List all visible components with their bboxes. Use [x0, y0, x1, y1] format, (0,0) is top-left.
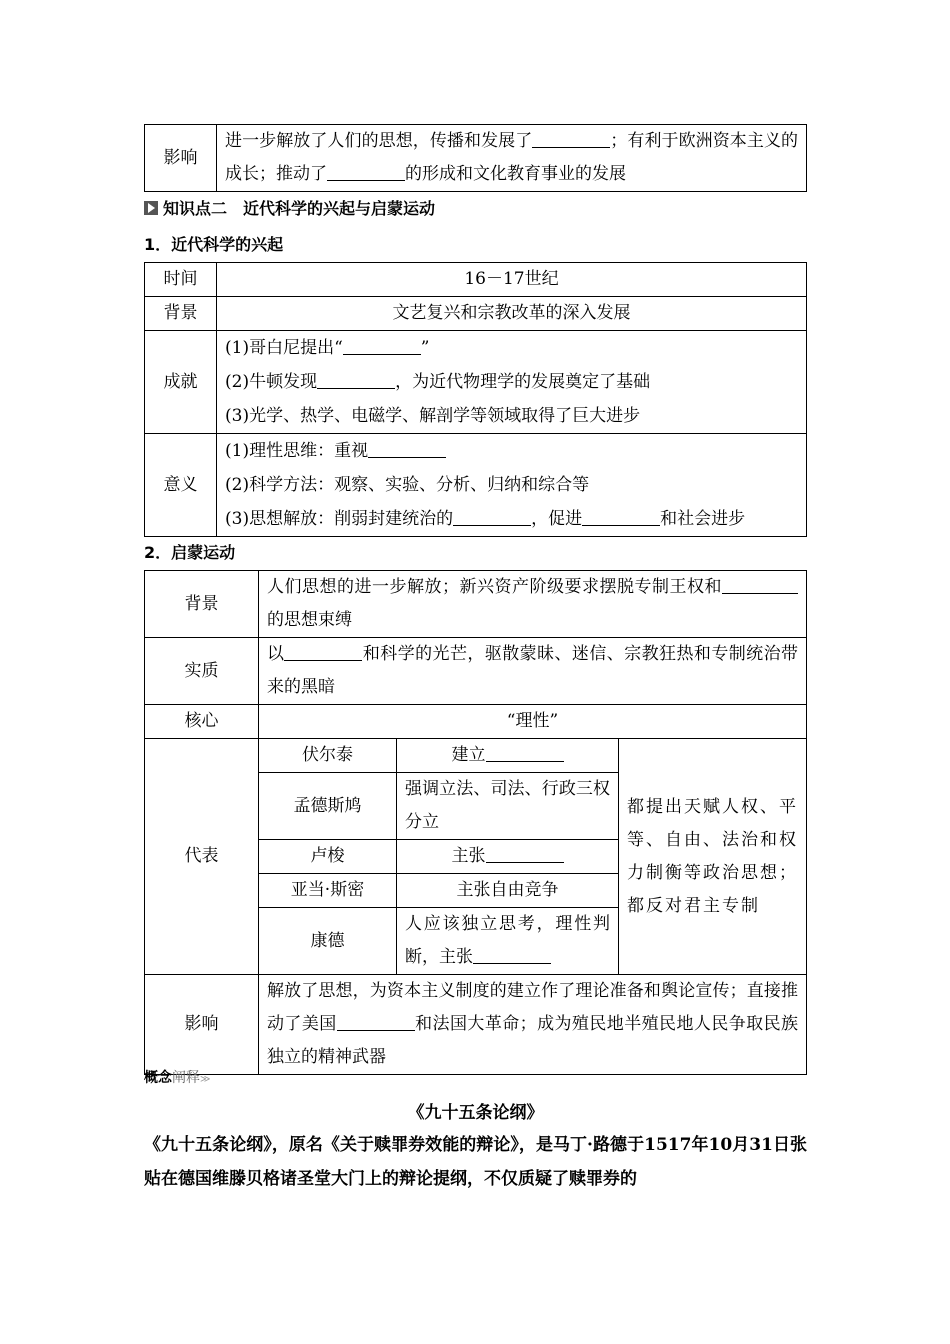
influence-text-b: ；有利于欧洲资本主义的成长；推动了: [225, 131, 799, 184]
rep-idea: 主张: [397, 840, 619, 874]
blank: [327, 163, 405, 181]
essence-value: 以 和科学的光芒，驱散蒙昧、迷信、宗教狂热和专制统治带来的黑暗: [259, 638, 807, 705]
achievement-label: 成就: [145, 331, 217, 434]
influence-table: [144, 124, 807, 192]
enl-influence-value: 解放了思想，为资本主义制度的建立作了理论准备和舆论宣传；直接推动了美国 和法国大革命；成为殖民地半殖民地人民争取民族独立的精神武器: [259, 975, 807, 1075]
concept-paragraph: 《九十五条论纲》，原名《关于赎罪券效能的辩论》，是马丁·路德于1517年10月31日张贴在德国维滕贝格诸圣堂大门上的辩论提纲，不仅质疑了赎罪券的: [144, 1135, 807, 1189]
section-title: 知识点二 近代科学的兴起与启蒙运动: [144, 196, 435, 219]
achievement-list: (1)哥白尼提出“ ” (2)牛顿发现 ，为近代物理学的发展奠定了基础 (3)光学、热学、电磁学、解剖学等领域取得了巨大进步: [217, 331, 807, 434]
rep-common-ideas: 都提出天赋人权、平等、自由、法治和权力制衡等政治思想；都反对君主专制: [619, 739, 807, 975]
time-label: 时间: [145, 263, 217, 297]
rep-name: 伏尔泰: [259, 739, 397, 773]
chevron-down-icon: ≫: [200, 1074, 211, 1085]
blank: [582, 508, 660, 526]
blank: [343, 337, 421, 355]
enl-background-value: 人们思想的进一步解放；新兴资产阶级要求摆脱专制王权和的思想束缚: [259, 571, 807, 638]
blank: [453, 508, 531, 526]
blank: [337, 1013, 415, 1031]
rep-name: 孟德斯鸠: [259, 773, 397, 840]
rep-idea: 人应该独立思考，理性判断，主张: [397, 908, 619, 975]
background-label: 背景: [145, 297, 217, 331]
influence-text-c: 的形成和文化教育事业的发展: [405, 164, 626, 184]
rep-name: 康德: [259, 908, 397, 975]
rep-idea: 强调立法、司法、行政三权分立: [397, 773, 619, 840]
rep-idea: 主张自由竞争: [397, 874, 619, 908]
blank: [284, 643, 362, 661]
enl-background-label: 背景: [145, 571, 259, 638]
significance-list: (1)理性思维：重视 (2)科学方法：观察、实验、分析、归纳和综合等 (3)思想解放：削弱封建统治的 ，促进 和社会进步: [217, 434, 807, 537]
significance-label: 意义: [145, 434, 217, 537]
blank: [722, 576, 752, 594]
blank: [473, 946, 551, 964]
blank: [752, 576, 798, 594]
influence-label: 影响: [145, 125, 217, 192]
core-value: “理性”: [259, 705, 807, 739]
rep-idea: 建立: [397, 739, 619, 773]
blank: [486, 744, 564, 762]
science-table: [144, 262, 807, 537]
background-value: 文艺复兴和宗教改革的深入发展: [217, 297, 807, 331]
enlightenment-table: [144, 570, 807, 1075]
representatives-label: 代表: [145, 739, 259, 975]
play-triangle-icon: [144, 201, 158, 215]
rep-name: 亚当·斯密: [259, 874, 397, 908]
blank: [532, 130, 610, 148]
blank: [317, 371, 395, 389]
concept-label: 概念阐释≫: [144, 1070, 211, 1086]
enl-influence-label: 影响: [145, 975, 259, 1075]
core-label: 核心: [145, 705, 259, 739]
influence-text-a: 进一步解放了人们的思想，传播和发展了: [225, 131, 533, 151]
blank: [486, 845, 564, 863]
essence-label: 实质: [145, 638, 259, 705]
time-value: 16－17世纪: [217, 263, 807, 297]
concept-title: 《九十五条论纲》: [407, 1103, 544, 1123]
influence-text: [217, 125, 807, 192]
subsection-science: 1．近代科学的兴起: [144, 235, 284, 254]
rep-name: 卢梭: [259, 840, 397, 874]
subsection-enlightenment: 2．启蒙运动: [144, 543, 236, 562]
blank: [368, 440, 446, 458]
